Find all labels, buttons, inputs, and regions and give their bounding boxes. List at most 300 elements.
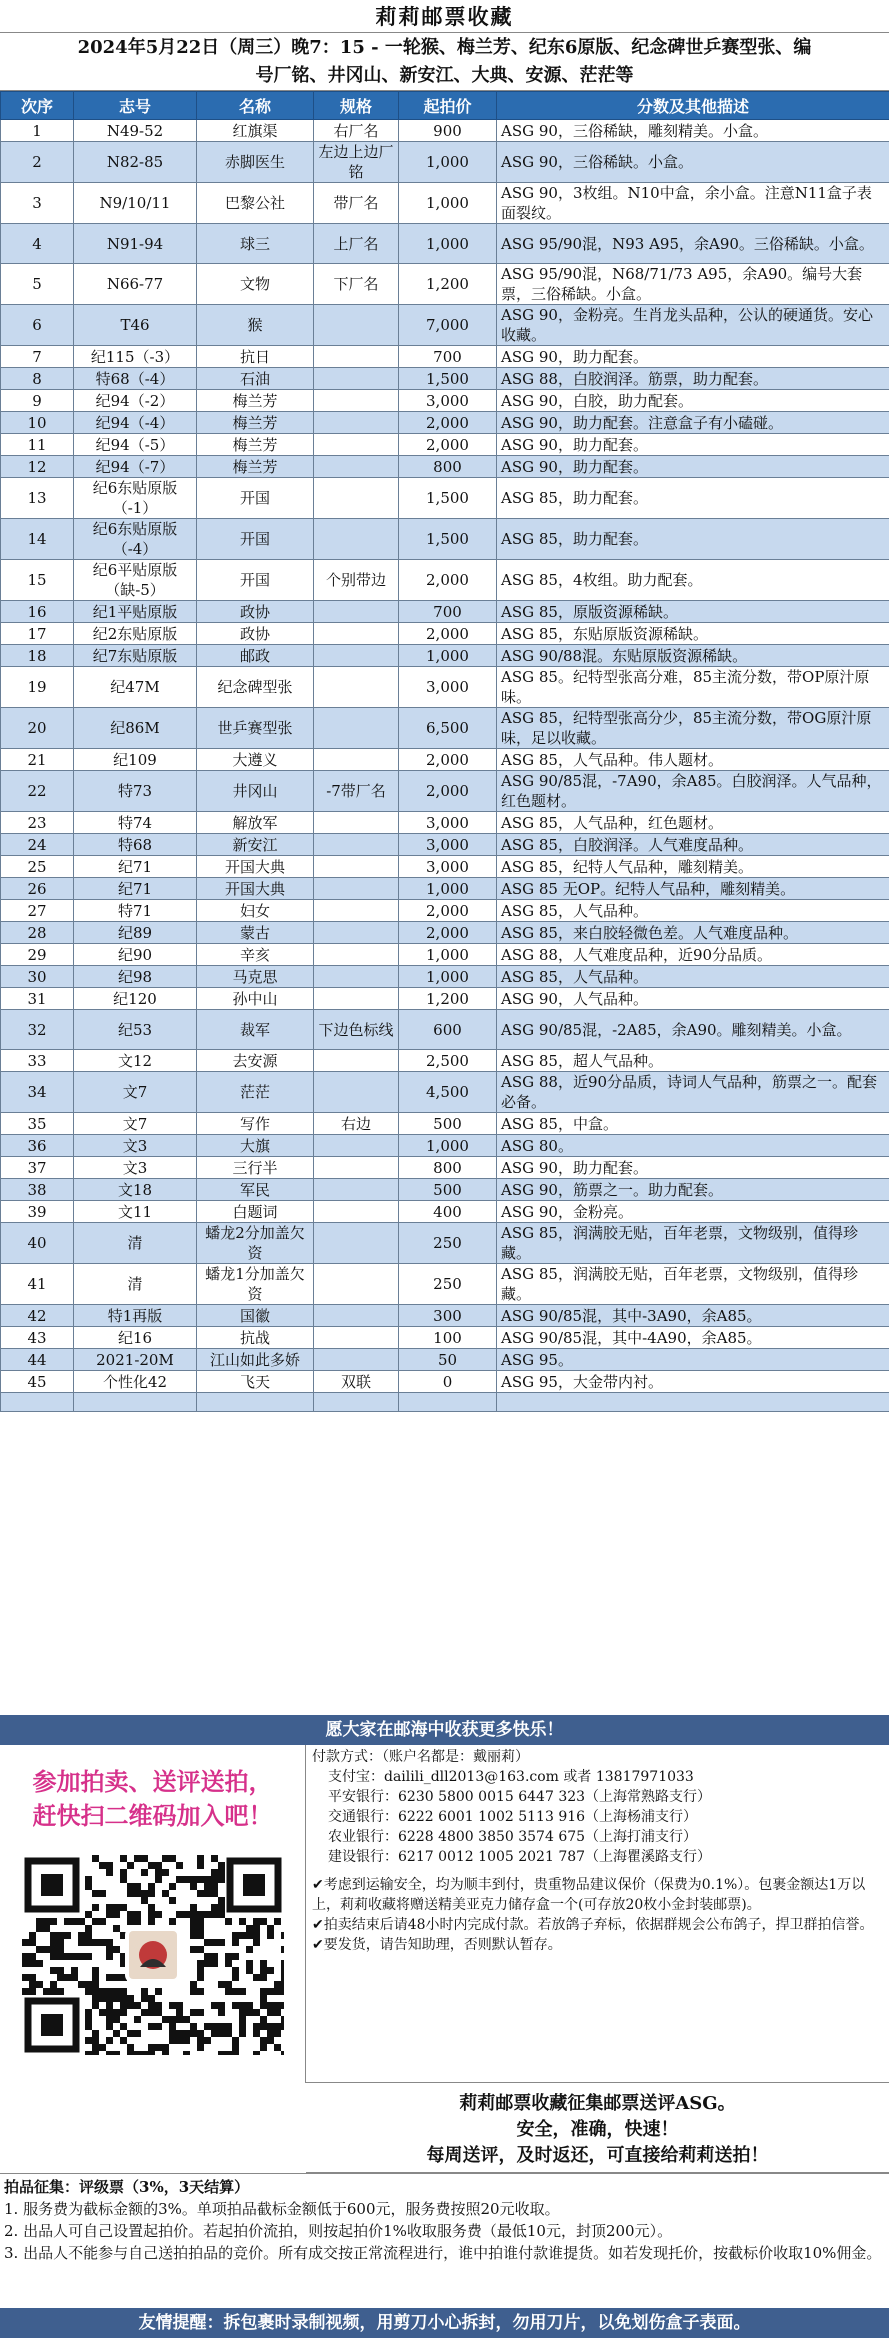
lot-description: ASG 85 无OP。纪特人气品种，雕刻精美。 [497,878,889,900]
lot-code: 纪47M [74,667,197,708]
lot-name: 蟠龙2分加盖欠资 [197,1223,314,1264]
lot-spec [314,1327,399,1349]
lot-number: 43 [1,1327,74,1349]
lot-code: N66-77 [74,264,197,305]
table-row [1,346,889,368]
lot-price: 250 [399,1264,497,1305]
table-row [1,456,889,478]
lot-name: 梅兰芳 [197,390,314,412]
table-row [1,645,889,667]
header-code: 志号 [74,92,197,120]
lot-spec [314,834,399,856]
lot-description: ASG 85，4枚组。助力配套。 [497,560,889,601]
lot-number: 22 [1,771,74,812]
lot-description: ASG 90，筋票之一。助力配套。 [497,1179,889,1201]
bank-account-bocom: 交通银行：6222 6001 1002 5113 916（上海杨浦支行） [328,1809,698,1825]
lot-price: 3,000 [399,834,497,856]
lot-name: 军民 [197,1179,314,1201]
lot-price: 2,000 [399,434,497,456]
lot-price: 600 [399,1010,497,1050]
table-row [1,1327,889,1349]
promo-line-1: 参加拍卖、送评送拍， [32,1767,273,1796]
table-row [1,305,889,346]
lot-code: 特71 [74,900,197,922]
table-row [1,478,889,519]
lot-number: 3 [1,183,74,224]
lot-price: 1,500 [399,368,497,390]
lot-name: 蟠龙1分加盖欠资 [197,1264,314,1305]
lot-price: 100 [399,1327,497,1349]
lot-price: 1,000 [399,645,497,667]
header-price: 起拍价 [399,92,497,120]
lot-description: ASG 90，人气品种。 [497,988,889,1010]
header-spec: 规格 [314,92,399,120]
lot-description: ASG 90/85混，-2A85，余A90。雕刻精美。小盒。 [497,1010,889,1050]
lot-code: 纪89 [74,922,197,944]
lot-code: 纪6平贴原版（缺-5） [74,560,197,601]
lot-name: 纪念碑型张 [197,667,314,708]
table-row [1,560,889,601]
lot-description: ASG 90/85混，其中-3A90，余A85。 [497,1305,889,1327]
lot-description: ASG 90，3枚组。N10中盒，余小盒。注意N11盒子表面裂纹。 [497,183,889,224]
lot-spec [314,456,399,478]
lot-spec: 上厂名 [314,224,399,264]
lot-name: 新安江 [197,834,314,856]
lot-price: 3,000 [399,856,497,878]
lot-description: ASG 88，白胶润泽。筋票，助力配套。 [497,368,889,390]
lot-number: 4 [1,224,74,264]
lot-name: 大旗 [197,1135,314,1157]
lot-price: 250 [399,1223,497,1264]
lot-number: 36 [1,1135,74,1157]
lot-spec [314,390,399,412]
lot-price: 1,000 [399,183,497,224]
lot-name: 开国 [197,519,314,560]
lot-number: 16 [1,601,74,623]
table-row [1,771,889,812]
lot-name: 江山如此多娇 [197,1349,314,1371]
lot-number: 33 [1,1050,74,1072]
lot-number: 8 [1,368,74,390]
lot-code: 文12 [74,1050,197,1072]
table-row [1,412,889,434]
table-row [1,1179,889,1201]
lot-spec [314,708,399,749]
lots-table [0,91,889,1412]
lot-spec [314,1179,399,1201]
table-row [1,142,889,183]
lot-spec [314,966,399,988]
table-row [1,944,889,966]
session-line-2: 号厂铭、井冈山、新安江、大典、安源、茫茫等 [255,65,634,86]
session-line-1: 2024年5月22日（周三）晚7：15 - 一轮猴、梅兰芳、纪东6原版、纪念碑世乒赛型张、编 [77,37,812,58]
lot-description: ASG 85。纪特型张高分难，85主流分数，带OP原汁原味。 [497,667,889,708]
table-row [1,1305,889,1327]
lot-price: 1,200 [399,264,497,305]
lot-spec [314,944,399,966]
lot-code: 特1再版 [74,1305,197,1327]
lot-number: 14 [1,519,74,560]
lot-price: 1,000 [399,224,497,264]
lot-price: 800 [399,1157,497,1179]
lot-name: 梅兰芳 [197,456,314,478]
lot-name: 抗战 [197,1327,314,1349]
lot-price: 3,000 [399,667,497,708]
table-row [1,1010,889,1050]
lot-spec [314,922,399,944]
table-row [1,966,889,988]
lot-price: 1,000 [399,1135,497,1157]
lot-spec: 右边 [314,1113,399,1135]
table-row [1,1050,889,1072]
bank-account-ccb: 建设银行：6217 0012 1005 2021 787（上海瞿溪路支行） [328,1849,712,1865]
lot-name: 三行半 [197,1157,314,1179]
table-row [1,434,889,456]
lot-number: 17 [1,623,74,645]
lot-price: 0 [399,1371,497,1393]
lot-number: 19 [1,667,74,708]
lot-spec: 带厂名 [314,183,399,224]
table-row [1,1349,889,1371]
lot-code: N49-52 [74,120,197,142]
lot-price: 700 [399,601,497,623]
lot-code: 文3 [74,1135,197,1157]
lot-spec [314,346,399,368]
lot-code: 纪6东贴原版（-4） [74,519,197,560]
lot-spec [314,812,399,834]
lot-number: 38 [1,1179,74,1201]
empty-cell [314,1393,399,1412]
table-row [1,1264,889,1305]
lot-code: 特74 [74,812,197,834]
lot-spec [314,667,399,708]
lot-price: 2,500 [399,1050,497,1072]
lot-description: ASG 85，来白胶轻微色差。人气难度品种。 [497,922,889,944]
consignment-rules [0,2173,889,2308]
lot-code: 纪94（-2） [74,390,197,412]
lot-spec [314,900,399,922]
lot-name: 辛亥 [197,944,314,966]
table-row [1,878,889,900]
table-row [1,1157,889,1179]
table-row [1,708,889,749]
lot-code: 纪6东贴原版（-1） [74,478,197,519]
lot-description: ASG 85，纪特型张高分少，85主流分数，带OG原汁原味，足以收藏。 [497,708,889,749]
lot-description: ASG 85，助力配套。 [497,478,889,519]
lot-code: 特73 [74,771,197,812]
empty-cell [74,1393,197,1412]
lot-number: 5 [1,264,74,305]
lot-spec [314,1157,399,1179]
lot-name: 开国 [197,478,314,519]
lot-number: 26 [1,878,74,900]
lot-description: ASG 85，纪特人气品种，雕刻精美。 [497,856,889,878]
table-row [1,264,889,305]
lot-code: 纪94（-7） [74,456,197,478]
lot-number: 13 [1,478,74,519]
lot-number: 2 [1,142,74,183]
table-header-row [1,92,889,120]
lot-number: 30 [1,966,74,988]
lot-description: ASG 90，三俗稀缺，雕刻精美。小盒。 [497,120,889,142]
lot-description: ASG 95。 [497,1349,889,1371]
lot-name: 球三 [197,224,314,264]
lot-name: 邮政 [197,645,314,667]
table-row [1,667,889,708]
lot-description: ASG 85，润满胶无贴，百年老票，文物级别，值得珍藏。 [497,1223,889,1264]
lot-name: 妇女 [197,900,314,922]
lot-number: 27 [1,900,74,922]
lot-code: 文7 [74,1113,197,1135]
lot-code: 2021-20M [74,1349,197,1371]
lot-name: 白题词 [197,1201,314,1223]
table-row [1,1113,889,1135]
lot-spec [314,749,399,771]
lot-code: 文3 [74,1157,197,1179]
lot-price: 1,000 [399,944,497,966]
delivery-note: ✔要发货，请告知助理，否则默认暂存。 [312,1937,562,1953]
table-row [1,120,889,142]
table-row [1,1371,889,1393]
asg-service-panel [306,2083,889,2173]
lot-number: 10 [1,412,74,434]
table-row [1,1223,889,1264]
lot-number: 28 [1,922,74,944]
lot-spec [314,305,399,346]
lot-spec [314,878,399,900]
lot-price: 50 [399,1349,497,1371]
lot-spec [314,645,399,667]
lot-description: ASG 85，人气品种。伟人题材。 [497,749,889,771]
lot-price: 2,000 [399,623,497,645]
lot-number: 32 [1,1010,74,1050]
empty-cell [497,1393,889,1412]
lot-name: 抗日 [197,346,314,368]
lot-code: T46 [74,305,197,346]
lot-description: ASG 90，助力配套。 [497,456,889,478]
lot-price: 800 [399,456,497,478]
lot-number: 44 [1,1349,74,1371]
lot-name: 蒙古 [197,922,314,944]
lot-spec: 下厂名 [314,264,399,305]
lot-price: 700 [399,346,497,368]
lot-price: 3,000 [399,390,497,412]
lot-code: 纪109 [74,749,197,771]
table-row [1,1135,889,1157]
lot-name: 文物 [197,264,314,305]
lot-spec [314,1264,399,1305]
qr-code-icon[interactable] [22,1855,284,2055]
lot-spec [314,368,399,390]
lot-number: 25 [1,856,74,878]
lot-spec [314,1135,399,1157]
lot-name: 梅兰芳 [197,434,314,456]
bank-account-pingan: 平安银行：6230 5800 0015 6447 323（上海常熟路支行） [328,1789,712,1805]
lots-body [1,120,889,1412]
table-row [1,1072,889,1113]
lot-number: 37 [1,1157,74,1179]
header-no: 次序 [1,92,74,120]
lot-price: 2,000 [399,900,497,922]
lot-number: 45 [1,1371,74,1393]
table-row [1,519,889,560]
lot-spec: 双联 [314,1371,399,1393]
lot-name: 政协 [197,601,314,623]
rules-title: 拍品征集：评级票（3%，3天结算） [4,2178,250,2196]
table-row [1,749,889,771]
lot-number: 1 [1,120,74,142]
lot-spec [314,856,399,878]
lot-price: 2,000 [399,560,497,601]
lot-name: 政协 [197,623,314,645]
lot-code: 特68（-4） [74,368,197,390]
lot-description: ASG 85，助力配套。 [497,519,889,560]
lot-spec [314,519,399,560]
lot-number: 39 [1,1201,74,1223]
lot-price: 6,500 [399,708,497,749]
lot-spec [314,434,399,456]
lot-name: 国徽 [197,1305,314,1327]
table-row [1,224,889,264]
lot-price: 2,000 [399,412,497,434]
payment-panel [306,1745,889,2083]
lot-code: 纪115（-3） [74,346,197,368]
lot-name: 裁军 [197,1010,314,1050]
lot-spec [314,1223,399,1264]
lot-number: 7 [1,346,74,368]
lot-description: ASG 85，超人气品种。 [497,1050,889,1072]
lot-description: ASG 85，白胶润泽。人气难度品种。 [497,834,889,856]
lot-code: 清 [74,1223,197,1264]
payment-header: 付款方式：（账户名都是：戴丽莉） [312,1749,529,1765]
lot-number: 31 [1,988,74,1010]
lot-description: ASG 90，助力配套。 [497,346,889,368]
lot-description: ASG 80。 [497,1135,889,1157]
lot-code: 纪86M [74,708,197,749]
lot-name: 写作 [197,1113,314,1135]
lot-number: 41 [1,1264,74,1305]
lot-spec [314,623,399,645]
lot-spec: 右厂名 [314,120,399,142]
lot-number: 42 [1,1305,74,1327]
lot-name: 世乒赛型张 [197,708,314,749]
table-row [1,900,889,922]
lot-name: 解放军 [197,812,314,834]
lot-code: 纪53 [74,1010,197,1050]
lot-name: 飞天 [197,1371,314,1393]
lot-name: 茫茫 [197,1072,314,1113]
lot-description: ASG 90，金粉亮。 [497,1201,889,1223]
lot-code: 纪1平贴原版 [74,601,197,623]
lot-name: 孙中山 [197,988,314,1010]
lot-price: 500 [399,1179,497,1201]
lot-code: 纪16 [74,1327,197,1349]
lot-description: ASG 85，东贴原版资源稀缺。 [497,623,889,645]
lot-number: 20 [1,708,74,749]
lot-description: ASG 95/90混，N68/71/73 A95，余A90。编号大套票，三俗稀缺。小盒。 [497,264,889,305]
table-row [1,988,889,1010]
unboxing-reminder: 友情提醒：拆包裹时录制视频，用剪刀小心拆封，勿用刀片，以免划伤盒子表面。 [0,2308,889,2338]
lot-price: 1,500 [399,519,497,560]
lot-name: 大遵义 [197,749,314,771]
table-row [1,390,889,412]
lot-number: 6 [1,305,74,346]
lot-price: 300 [399,1305,497,1327]
lot-code: 清 [74,1264,197,1305]
table-row [1,368,889,390]
lot-description: ASG 85，中盒。 [497,1113,889,1135]
lot-price: 1,000 [399,878,497,900]
lot-name: 马克思 [197,966,314,988]
table-row [1,601,889,623]
lot-code: 文11 [74,1201,197,1223]
lot-number: 12 [1,456,74,478]
table-row [1,834,889,856]
lot-code: 纪98 [74,966,197,988]
lot-description: ASG 88，人气难度品种，近90分品质。 [497,944,889,966]
lot-code: 纪2东贴原版 [74,623,197,645]
rule-1: 1. 服务费为截标金额的3%。单项拍品截标金额低于600元，服务费按照20元收取。 [4,2200,560,2218]
table-row [1,183,889,224]
lot-description: ASG 90，三俗稀缺。小盒。 [497,142,889,183]
asg-line-2: 安全，准确，快速！ [516,2119,679,2140]
shipping-note: ✔考虑到运输安全，均为顺丰到付，贵重物品建议保价（保费为0.1%）。包裹金额达1万以上，莉莉收藏将赠送精美亚克力储存盒一个(可存放20枚小金封装邮票)。 [312,1877,866,1913]
lot-description: ASG 95，大金带内衬。 [497,1371,889,1393]
lot-code: 特68 [74,834,197,856]
empty-cell [197,1393,314,1412]
promo-panel [0,1745,306,2083]
asg-line-3: 每周送评，及时返还，可直接给莉莉送拍！ [426,2145,769,2166]
lot-description: ASG 90/88混。东贴原版资源稀缺。 [497,645,889,667]
lot-code: 纪120 [74,988,197,1010]
lot-price: 3,000 [399,812,497,834]
lot-number: 40 [1,1223,74,1264]
table-row [1,623,889,645]
lot-description: ASG 90，助力配套。注意盒子有小磕碰。 [497,412,889,434]
lot-spec: 下边色标线 [314,1010,399,1050]
lot-description: ASG 88，近90分品质，诗词人气品种，筋票之一。配套必备。 [497,1072,889,1113]
lot-code: 纪7东贴原版 [74,645,197,667]
lot-number: 11 [1,434,74,456]
lot-description: ASG 85，润满胶无贴，百年老票，文物级别，值得珍藏。 [497,1264,889,1305]
lot-name: 巴黎公社 [197,183,314,224]
lot-description: ASG 95/90混，N93 A95，余A90。三俗稀缺。小盒。 [497,224,889,264]
lot-spec: 左边上边厂铭 [314,142,399,183]
lot-name: 开国 [197,560,314,601]
lot-code: 文18 [74,1179,197,1201]
lot-code: 纪94（-5） [74,434,197,456]
lot-code: 纪90 [74,944,197,966]
lot-number: 9 [1,390,74,412]
table-row [1,922,889,944]
lot-name: 井冈山 [197,771,314,812]
lot-price: 1,500 [399,478,497,519]
lot-number: 21 [1,749,74,771]
lot-number: 23 [1,812,74,834]
lot-code: N82-85 [74,142,197,183]
lot-name: 开国大典 [197,856,314,878]
lot-spec: 个别带边 [314,560,399,601]
lot-code: N9/10/11 [74,183,197,224]
lot-price: 4,500 [399,1072,497,1113]
alipay-account: 支付宝：dailili_dll2013@163.com 或者 13817971033 [328,1769,694,1785]
lot-code: 纪71 [74,878,197,900]
lot-code: 纪94（-4） [74,412,197,434]
lot-name: 猴 [197,305,314,346]
lot-price: 1,200 [399,988,497,1010]
lot-description: ASG 85，人气品种，红色题材。 [497,812,889,834]
lot-code: 文7 [74,1072,197,1113]
